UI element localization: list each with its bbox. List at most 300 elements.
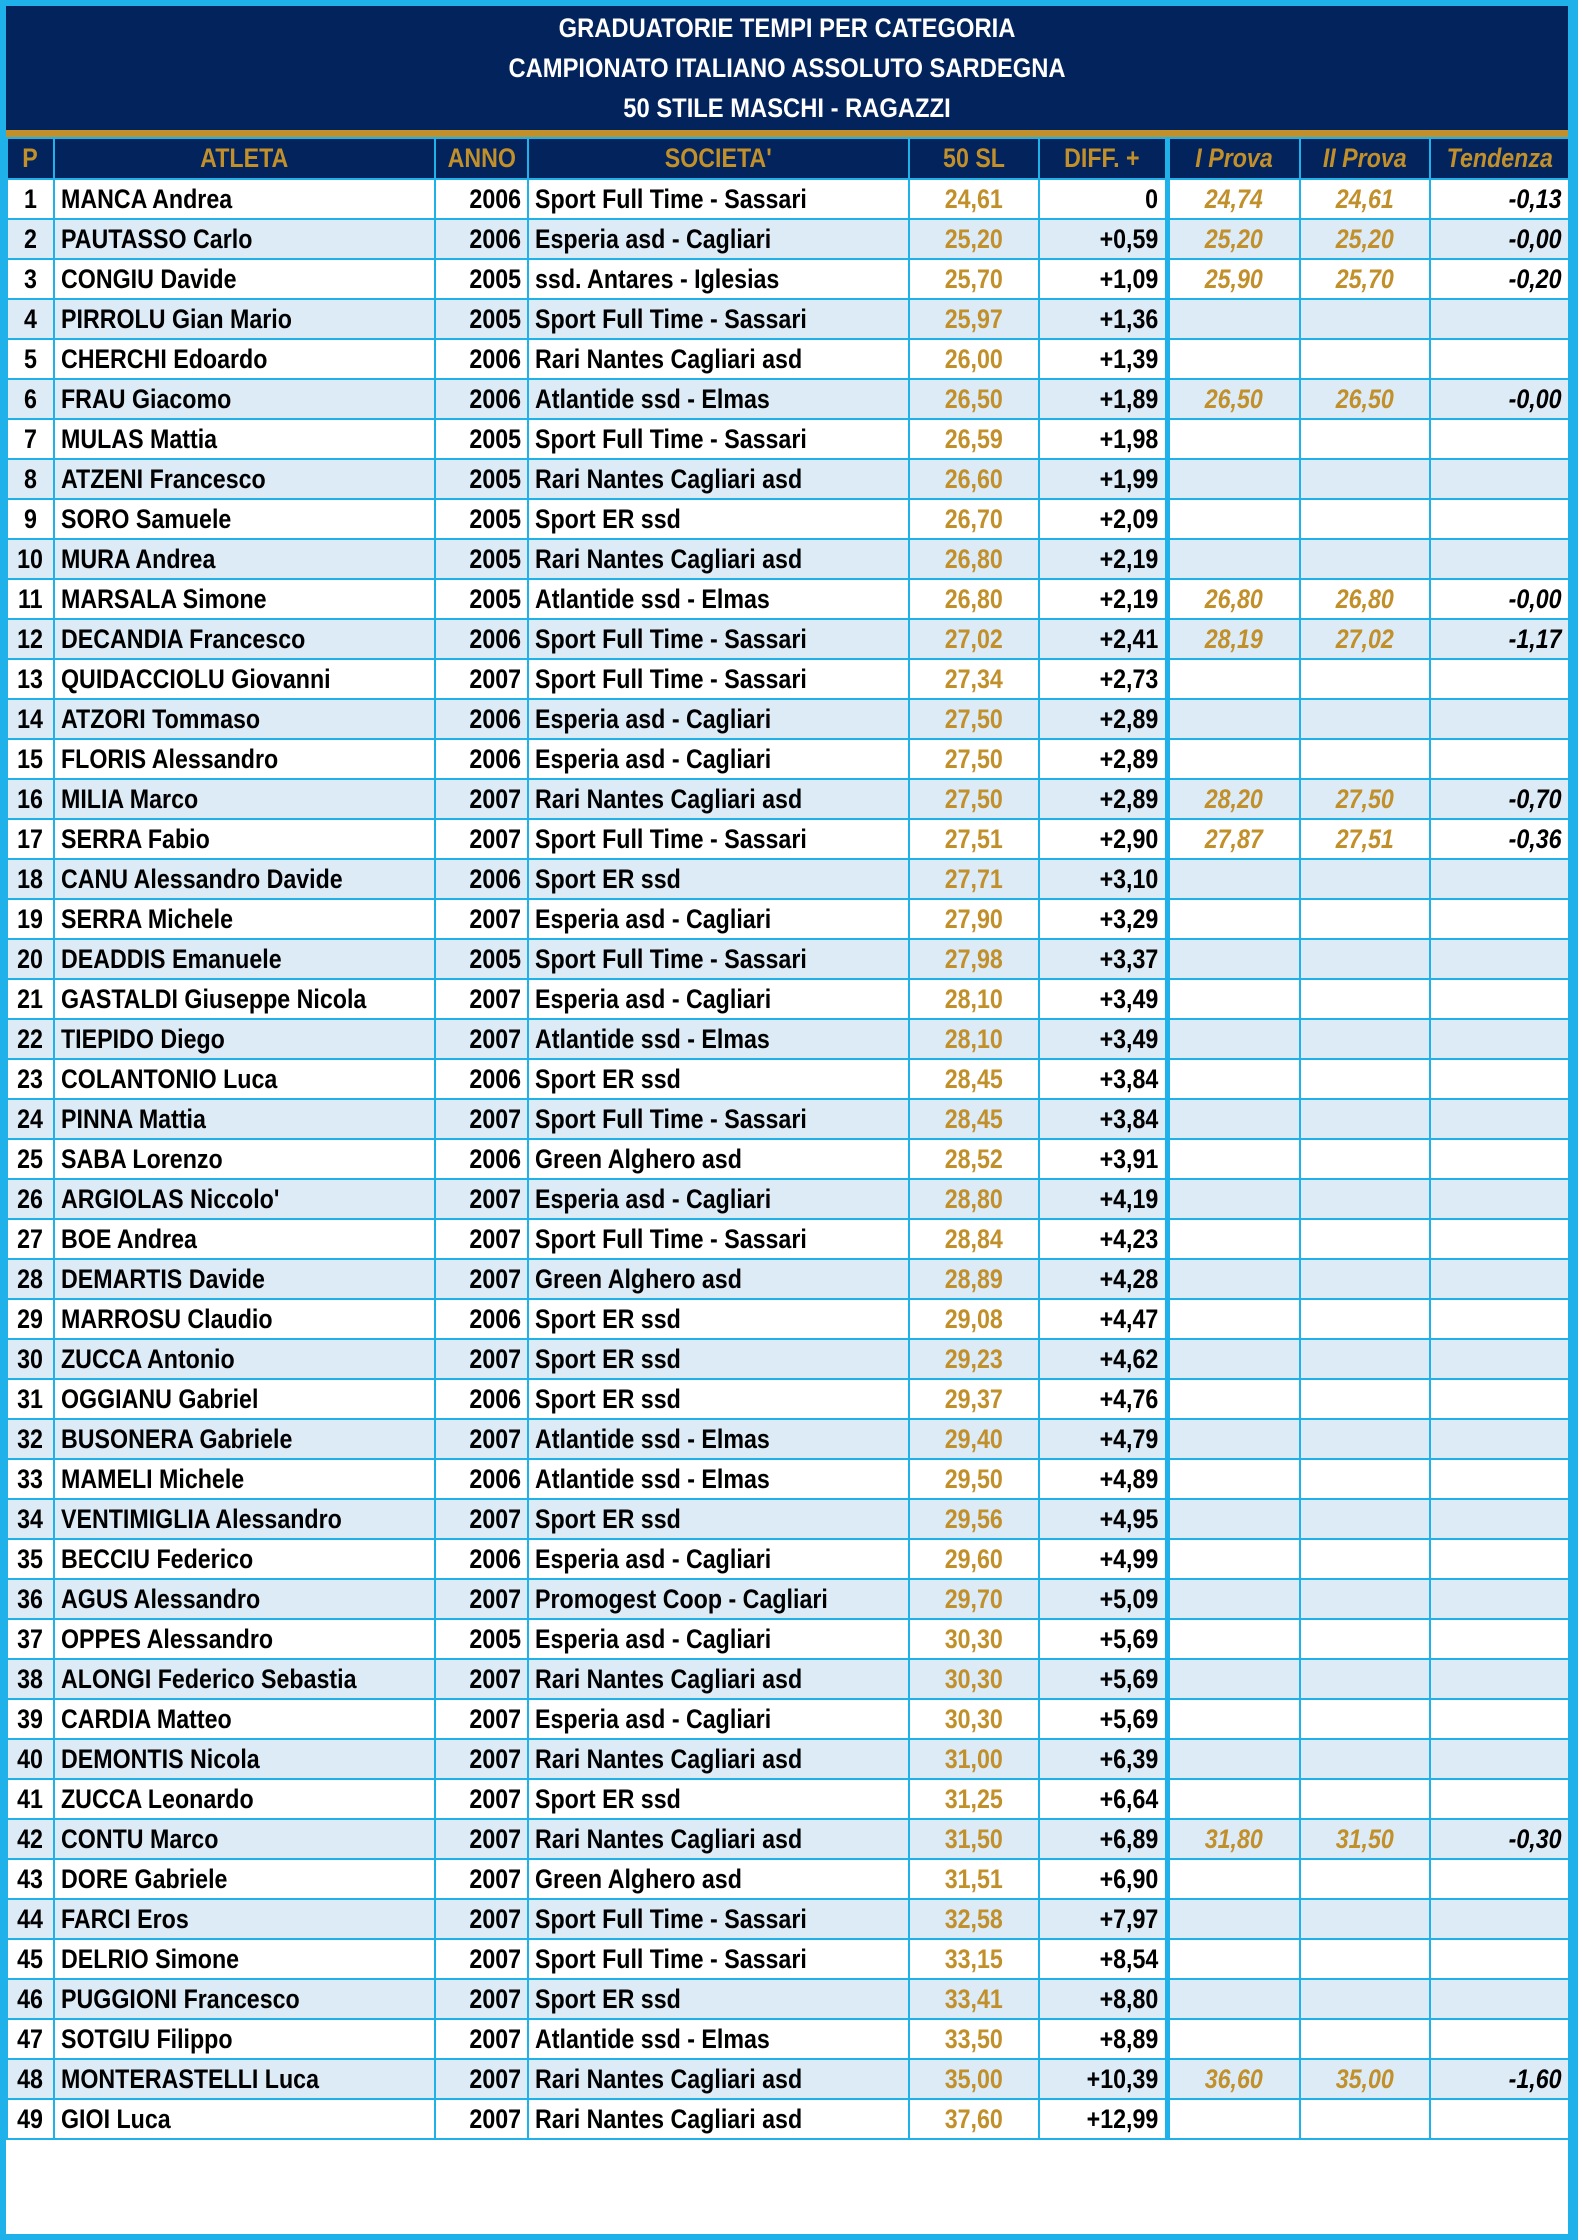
cell-club: Sport ER ssd xyxy=(528,499,909,539)
cell-year: 2007 xyxy=(435,1779,528,1819)
cell-prova-2 xyxy=(1300,1339,1430,1379)
cell-tendenza xyxy=(1430,1859,1569,1899)
cell-diff: +4,28 xyxy=(1039,1259,1167,1299)
cell-tendenza xyxy=(1430,1899,1569,1939)
cell-time-50sl: 32,58 xyxy=(909,1899,1039,1939)
cell-prova-1: 28,20 xyxy=(1167,779,1300,819)
cell-time-50sl: 28,45 xyxy=(909,1059,1039,1099)
cell-year: 2006 xyxy=(435,1059,528,1099)
cell-prova-1: 25,20 xyxy=(1167,219,1300,259)
cell-prova-2: 24,61 xyxy=(1300,179,1430,219)
table-row xyxy=(7,1939,1569,1979)
cell-athlete: SOTGIU Filippo xyxy=(54,2019,435,2059)
title-line-3: 50 STILE MASCHI - RAGAZZI xyxy=(623,93,951,123)
cell-athlete: FRAU Giacomo xyxy=(54,379,435,419)
cell-time-50sl: 28,45 xyxy=(909,1099,1039,1139)
cell-prova-1 xyxy=(1167,539,1300,579)
cell-athlete: SERRA Michele xyxy=(54,899,435,939)
cell-club: Rari Nantes Cagliari asd xyxy=(528,339,909,379)
table-row xyxy=(7,579,1569,619)
cell-diff: +4,23 xyxy=(1039,1219,1167,1259)
cell-year: 2007 xyxy=(435,1859,528,1899)
cell-position: 45 xyxy=(7,1939,54,1979)
cell-position: 37 xyxy=(7,1619,54,1659)
table-row xyxy=(7,699,1569,739)
table-row xyxy=(7,1819,1569,1859)
cell-year: 2007 xyxy=(435,899,528,939)
cell-prova-1 xyxy=(1167,939,1300,979)
table-row xyxy=(7,739,1569,779)
table-row xyxy=(7,299,1569,339)
cell-diff: +2,90 xyxy=(1039,819,1167,859)
cell-tendenza xyxy=(1430,1619,1569,1659)
cell-club: Sport ER ssd xyxy=(528,1339,909,1379)
cell-time-50sl: 29,70 xyxy=(909,1579,1039,1619)
cell-year: 2005 xyxy=(435,459,528,499)
cell-year: 2005 xyxy=(435,539,528,579)
cell-club: Esperia asd - Cagliari xyxy=(528,739,909,779)
cell-prova-2 xyxy=(1300,1979,1430,2019)
cell-position: 39 xyxy=(7,1699,54,1739)
cell-athlete: DECANDIA Francesco xyxy=(54,619,435,659)
cell-diff: +2,19 xyxy=(1039,579,1167,619)
cell-club: Sport Full Time - Sassari xyxy=(528,1099,909,1139)
cell-athlete: DELRIO Simone xyxy=(54,1939,435,1979)
cell-prova-2 xyxy=(1300,1459,1430,1499)
cell-club: Sport Full Time - Sassari xyxy=(528,659,909,699)
cell-athlete: DORE Gabriele xyxy=(54,1859,435,1899)
cell-time-50sl: 29,56 xyxy=(909,1499,1039,1539)
cell-prova-2 xyxy=(1300,1779,1430,1819)
cell-prova-2 xyxy=(1300,1379,1430,1419)
cell-prova-2 xyxy=(1300,1059,1430,1099)
cell-year: 2007 xyxy=(435,1219,528,1259)
cell-club: Sport Full Time - Sassari xyxy=(528,619,909,659)
cell-tendenza xyxy=(1430,859,1569,899)
cell-prova-1 xyxy=(1167,1099,1300,1139)
cell-time-50sl: 31,51 xyxy=(909,1859,1039,1899)
cell-tendenza xyxy=(1430,1419,1569,1459)
cell-prova-2 xyxy=(1300,459,1430,499)
cell-prova-1 xyxy=(1167,1619,1300,1659)
table-row xyxy=(7,1139,1569,1179)
cell-diff: +3,37 xyxy=(1039,939,1167,979)
cell-position: 4 xyxy=(7,299,54,339)
cell-time-50sl: 26,60 xyxy=(909,459,1039,499)
cell-prova-2 xyxy=(1300,1139,1430,1179)
cell-club: Atlantide ssd - Elmas xyxy=(528,2019,909,2059)
cell-tendenza xyxy=(1430,1259,1569,1299)
cell-position: 44 xyxy=(7,1899,54,1939)
cell-position: 5 xyxy=(7,339,54,379)
cell-prova-1: 24,74 xyxy=(1167,179,1300,219)
cell-athlete: MULAS Mattia xyxy=(54,419,435,459)
cell-prova-1 xyxy=(1167,1339,1300,1379)
cell-year: 2005 xyxy=(435,939,528,979)
cell-time-50sl: 28,10 xyxy=(909,1019,1039,1059)
cell-year: 2007 xyxy=(435,2019,528,2059)
cell-position: 14 xyxy=(7,699,54,739)
cell-prova-2 xyxy=(1300,2019,1430,2059)
cell-athlete: DEADDIS Emanuele xyxy=(54,939,435,979)
cell-position: 27 xyxy=(7,1219,54,1259)
cell-prova-1: 27,87 xyxy=(1167,819,1300,859)
title-line-1: GRADUATORIE TEMPI PER CATEGORIA xyxy=(558,13,1016,43)
cell-tendenza xyxy=(1430,499,1569,539)
cell-diff: +2,41 xyxy=(1039,619,1167,659)
table-row xyxy=(7,1419,1569,1459)
cell-athlete: SABA Lorenzo xyxy=(54,1139,435,1179)
table-row xyxy=(7,1299,1569,1339)
cell-tendenza xyxy=(1430,2019,1569,2059)
cell-year: 2007 xyxy=(435,979,528,1019)
cell-year: 2007 xyxy=(435,1899,528,1939)
cell-time-50sl: 26,50 xyxy=(909,379,1039,419)
cell-athlete: CANU Alessandro Davide xyxy=(54,859,435,899)
cell-club: Sport Full Time - Sassari xyxy=(528,299,909,339)
table-row xyxy=(7,259,1569,299)
cell-athlete: MANCA Andrea xyxy=(54,179,435,219)
cell-position: 34 xyxy=(7,1499,54,1539)
cell-club: Sport Full Time - Sassari xyxy=(528,819,909,859)
cell-club: Sport Full Time - Sassari xyxy=(528,1219,909,1259)
cell-prova-2 xyxy=(1300,859,1430,899)
table-row xyxy=(7,1099,1569,1139)
gold-divider xyxy=(6,130,1568,137)
cell-club: Esperia asd - Cagliari xyxy=(528,1699,909,1739)
cell-prova-2 xyxy=(1300,2099,1430,2139)
cell-prova-1 xyxy=(1167,1899,1300,1939)
cell-position: 18 xyxy=(7,859,54,899)
cell-diff: +1,36 xyxy=(1039,299,1167,339)
cell-prova-1 xyxy=(1167,339,1300,379)
cell-athlete: TIEPIDO Diego xyxy=(54,1019,435,1059)
cell-diff: +1,09 xyxy=(1039,259,1167,299)
table-row xyxy=(7,939,1569,979)
cell-athlete: MAMELI Michele xyxy=(54,1459,435,1499)
cell-prova-2 xyxy=(1300,1899,1430,1939)
cell-athlete: GASTALDI Giuseppe Nicola xyxy=(54,979,435,1019)
cell-time-50sl: 26,70 xyxy=(909,499,1039,539)
cell-year: 2006 xyxy=(435,1459,528,1499)
cell-position: 28 xyxy=(7,1259,54,1299)
cell-club: Sport ER ssd xyxy=(528,1299,909,1339)
cell-diff: +2,89 xyxy=(1039,779,1167,819)
col-header-societa[interactable]: SOCIETA' xyxy=(528,138,909,179)
cell-club: Rari Nantes Cagliari asd xyxy=(528,1739,909,1779)
cell-diff: +5,09 xyxy=(1039,1579,1167,1619)
cell-position: 13 xyxy=(7,659,54,699)
table-row xyxy=(7,899,1569,939)
cell-time-50sl: 24,61 xyxy=(909,179,1039,219)
col-header-atleta[interactable]: ATLETA xyxy=(54,138,435,179)
cell-time-50sl: 29,23 xyxy=(909,1339,1039,1379)
cell-prova-2: 35,00 xyxy=(1300,2059,1430,2099)
cell-position: 26 xyxy=(7,1179,54,1219)
cell-prova-2 xyxy=(1300,539,1430,579)
cell-diff: +2,89 xyxy=(1039,739,1167,779)
cell-tendenza xyxy=(1430,1659,1569,1699)
cell-athlete: CONTU Marco xyxy=(54,1819,435,1859)
cell-prova-2 xyxy=(1300,1939,1430,1979)
cell-position: 33 xyxy=(7,1459,54,1499)
cell-time-50sl: 28,52 xyxy=(909,1139,1039,1179)
cell-year: 2007 xyxy=(435,779,528,819)
cell-year: 2007 xyxy=(435,1019,528,1059)
col-header-prova2[interactable]: II Prova xyxy=(1300,138,1430,179)
cell-tendenza xyxy=(1430,1939,1569,1979)
cell-prova-2 xyxy=(1300,499,1430,539)
cell-diff: 0 xyxy=(1039,179,1167,219)
cell-diff: +12,99 xyxy=(1039,2099,1167,2139)
cell-club: Esperia asd - Cagliari xyxy=(528,1539,909,1579)
table-row xyxy=(7,1779,1569,1819)
cell-prova-2 xyxy=(1300,419,1430,459)
cell-prova-1: 26,50 xyxy=(1167,379,1300,419)
cell-club: Rari Nantes Cagliari asd xyxy=(528,1819,909,1859)
col-header-p[interactable]: P xyxy=(7,138,54,179)
cell-position: 38 xyxy=(7,1659,54,1699)
cell-time-50sl: 26,00 xyxy=(909,339,1039,379)
cell-prova-2 xyxy=(1300,699,1430,739)
cell-athlete: MARSALA Simone xyxy=(54,579,435,619)
col-header-diff[interactable]: DIFF. + xyxy=(1039,138,1167,179)
col-header-time[interactable]: 50 SL xyxy=(909,138,1039,179)
cell-year: 2006 xyxy=(435,219,528,259)
cell-athlete: COLANTONIO Luca xyxy=(54,1059,435,1099)
cell-tendenza xyxy=(1430,659,1569,699)
cell-prova-1 xyxy=(1167,979,1300,1019)
cell-position: 46 xyxy=(7,1979,54,2019)
cell-year: 2006 xyxy=(435,1379,528,1419)
cell-prova-2: 27,50 xyxy=(1300,779,1430,819)
table-row xyxy=(7,1059,1569,1099)
cell-diff: +8,80 xyxy=(1039,1979,1167,2019)
cell-position: 6 xyxy=(7,379,54,419)
cell-tendenza xyxy=(1430,459,1569,499)
cell-prova-2 xyxy=(1300,339,1430,379)
cell-athlete: BECCIU Federico xyxy=(54,1539,435,1579)
cell-position: 43 xyxy=(7,1859,54,1899)
cell-time-50sl: 29,50 xyxy=(909,1459,1039,1499)
col-header-prova1[interactable]: I Prova xyxy=(1167,138,1300,179)
cell-tendenza xyxy=(1430,1499,1569,1539)
table-row xyxy=(7,1659,1569,1699)
cell-diff: +1,39 xyxy=(1039,339,1167,379)
cell-position: 2 xyxy=(7,219,54,259)
cell-athlete: CARDIA Matteo xyxy=(54,1699,435,1739)
cell-year: 2005 xyxy=(435,259,528,299)
cell-prova-2 xyxy=(1300,1259,1430,1299)
cell-prova-2 xyxy=(1300,1619,1430,1659)
cell-time-50sl: 27,50 xyxy=(909,699,1039,739)
cell-diff: +4,95 xyxy=(1039,1499,1167,1539)
cell-position: 48 xyxy=(7,2059,54,2099)
cell-prova-1 xyxy=(1167,1859,1300,1899)
table-row xyxy=(7,1899,1569,1939)
cell-club: Atlantide ssd - Elmas xyxy=(528,579,909,619)
cell-position: 20 xyxy=(7,939,54,979)
cell-prova-1 xyxy=(1167,699,1300,739)
cell-prova-2 xyxy=(1300,1019,1430,1059)
cell-position: 15 xyxy=(7,739,54,779)
cell-prova-2 xyxy=(1300,1419,1430,1459)
cell-tendenza xyxy=(1430,1579,1569,1619)
cell-diff: +2,09 xyxy=(1039,499,1167,539)
cell-tendenza xyxy=(1430,1699,1569,1739)
cell-diff: +3,49 xyxy=(1039,1019,1167,1059)
cell-athlete: FARCI Eros xyxy=(54,1899,435,1939)
cell-athlete: ALONGI Federico Sebastia xyxy=(54,1659,435,1699)
cell-prova-2 xyxy=(1300,939,1430,979)
table-row xyxy=(7,1459,1569,1499)
cell-year: 2006 xyxy=(435,859,528,899)
cell-year: 2007 xyxy=(435,2059,528,2099)
cell-athlete: ATZORI Tommaso xyxy=(54,699,435,739)
cell-tendenza xyxy=(1430,539,1569,579)
cell-year: 2007 xyxy=(435,659,528,699)
cell-position: 36 xyxy=(7,1579,54,1619)
cell-prova-2 xyxy=(1300,1579,1430,1619)
cell-athlete: PUGGIONI Francesco xyxy=(54,1979,435,2019)
cell-tendenza xyxy=(1430,1099,1569,1139)
cell-prova-2 xyxy=(1300,1739,1430,1779)
cell-diff: +6,90 xyxy=(1039,1859,1167,1899)
cell-time-50sl: 33,15 xyxy=(909,1939,1039,1979)
cell-position: 17 xyxy=(7,819,54,859)
cell-prova-1 xyxy=(1167,1219,1300,1259)
cell-year: 2006 xyxy=(435,739,528,779)
cell-position: 12 xyxy=(7,619,54,659)
cell-position: 7 xyxy=(7,419,54,459)
cell-position: 3 xyxy=(7,259,54,299)
cell-diff: +3,49 xyxy=(1039,979,1167,1019)
cell-club: Atlantide ssd - Elmas xyxy=(528,1459,909,1499)
cell-prova-1 xyxy=(1167,1939,1300,1979)
cell-athlete: SERRA Fabio xyxy=(54,819,435,859)
cell-club: Green Alghero asd xyxy=(528,1139,909,1179)
cell-diff: +6,89 xyxy=(1039,1819,1167,1859)
cell-position: 40 xyxy=(7,1739,54,1779)
table-row xyxy=(7,339,1569,379)
table-row xyxy=(7,1619,1569,1659)
cell-athlete: PAUTASSO Carlo xyxy=(54,219,435,259)
cell-athlete: PINNA Mattia xyxy=(54,1099,435,1139)
cell-prova-1 xyxy=(1167,2099,1300,2139)
cell-year: 2007 xyxy=(435,1739,528,1779)
cell-time-50sl: 27,50 xyxy=(909,779,1039,819)
cell-position: 9 xyxy=(7,499,54,539)
cell-tendenza xyxy=(1430,1299,1569,1339)
cell-time-50sl: 31,00 xyxy=(909,1739,1039,1779)
cell-athlete: AGUS Alessandro xyxy=(54,1579,435,1619)
cell-club: Atlantide ssd - Elmas xyxy=(528,1019,909,1059)
cell-year: 2007 xyxy=(435,1979,528,2019)
cell-time-50sl: 28,84 xyxy=(909,1219,1039,1259)
cell-diff: +2,89 xyxy=(1039,699,1167,739)
cell-prova-1 xyxy=(1167,1979,1300,2019)
title-line-2: CAMPIONATO ITALIANO ASSOLUTO SARDEGNA xyxy=(508,53,1066,83)
cell-prova-2 xyxy=(1300,1219,1430,1259)
cell-athlete: SORO Samuele xyxy=(54,499,435,539)
cell-position: 41 xyxy=(7,1779,54,1819)
cell-time-50sl: 33,50 xyxy=(909,2019,1039,2059)
cell-athlete: ZUCCA Antonio xyxy=(54,1339,435,1379)
cell-time-50sl: 31,25 xyxy=(909,1779,1039,1819)
cell-diff: +4,62 xyxy=(1039,1339,1167,1379)
cell-prova-2: 25,20 xyxy=(1300,219,1430,259)
table-row xyxy=(7,979,1569,1019)
cell-prova-1 xyxy=(1167,1739,1300,1779)
cell-prova-2: 25,70 xyxy=(1300,259,1430,299)
cell-prova-2 xyxy=(1300,1659,1430,1699)
cell-prova-1 xyxy=(1167,1379,1300,1419)
cell-club: Esperia asd - Cagliari xyxy=(528,1619,909,1659)
col-header-anno[interactable]: ANNO xyxy=(435,138,528,179)
cell-club: ssd. Antares - Iglesias xyxy=(528,259,909,299)
cell-prova-1 xyxy=(1167,1259,1300,1299)
cell-year: 2006 xyxy=(435,379,528,419)
cell-diff: +5,69 xyxy=(1039,1659,1167,1699)
table-row xyxy=(7,219,1569,259)
cell-prova-2: 26,80 xyxy=(1300,579,1430,619)
cell-time-50sl: 26,59 xyxy=(909,419,1039,459)
cell-club: Atlantide ssd - Elmas xyxy=(528,379,909,419)
table-row xyxy=(7,659,1569,699)
cell-athlete: ZUCCA Leonardo xyxy=(54,1779,435,1819)
cell-position: 29 xyxy=(7,1299,54,1339)
cell-tendenza xyxy=(1430,1459,1569,1499)
cell-prova-1 xyxy=(1167,499,1300,539)
cell-time-50sl: 35,00 xyxy=(909,2059,1039,2099)
cell-tendenza: -0,00 xyxy=(1430,219,1569,259)
cell-prova-1 xyxy=(1167,1139,1300,1179)
cell-athlete: BOE Andrea xyxy=(54,1219,435,1259)
cell-tendenza xyxy=(1430,1379,1569,1419)
table-row xyxy=(7,1859,1569,1899)
table-row xyxy=(7,819,1569,859)
col-header-tendenza[interactable]: Tendenza xyxy=(1430,138,1569,179)
cell-athlete: DEMONTIS Nicola xyxy=(54,1739,435,1779)
cell-position: 30 xyxy=(7,1339,54,1379)
cell-diff: +0,59 xyxy=(1039,219,1167,259)
cell-time-50sl: 28,10 xyxy=(909,979,1039,1019)
cell-prova-1 xyxy=(1167,1419,1300,1459)
cell-tendenza xyxy=(1430,899,1569,939)
table-row xyxy=(7,1699,1569,1739)
table-row xyxy=(7,1339,1569,1379)
cell-prova-1 xyxy=(1167,1459,1300,1499)
cell-diff: +3,91 xyxy=(1039,1139,1167,1179)
cell-tendenza xyxy=(1430,1779,1569,1819)
cell-time-50sl: 37,60 xyxy=(909,2099,1039,2139)
cell-tendenza xyxy=(1430,339,1569,379)
cell-prova-1: 26,80 xyxy=(1167,579,1300,619)
cell-time-50sl: 26,80 xyxy=(909,539,1039,579)
cell-year: 2005 xyxy=(435,419,528,459)
table-row xyxy=(7,379,1569,419)
header-row xyxy=(7,138,1569,179)
cell-prova-1 xyxy=(1167,1539,1300,1579)
cell-diff: +2,19 xyxy=(1039,539,1167,579)
cell-club: Esperia asd - Cagliari xyxy=(528,219,909,259)
cell-year: 2006 xyxy=(435,699,528,739)
cell-tendenza xyxy=(1430,1339,1569,1379)
cell-athlete: OPPES Alessandro xyxy=(54,1619,435,1659)
cell-club: Esperia asd - Cagliari xyxy=(528,699,909,739)
cell-time-50sl: 25,20 xyxy=(909,219,1039,259)
cell-club: Sport Full Time - Sassari xyxy=(528,939,909,979)
